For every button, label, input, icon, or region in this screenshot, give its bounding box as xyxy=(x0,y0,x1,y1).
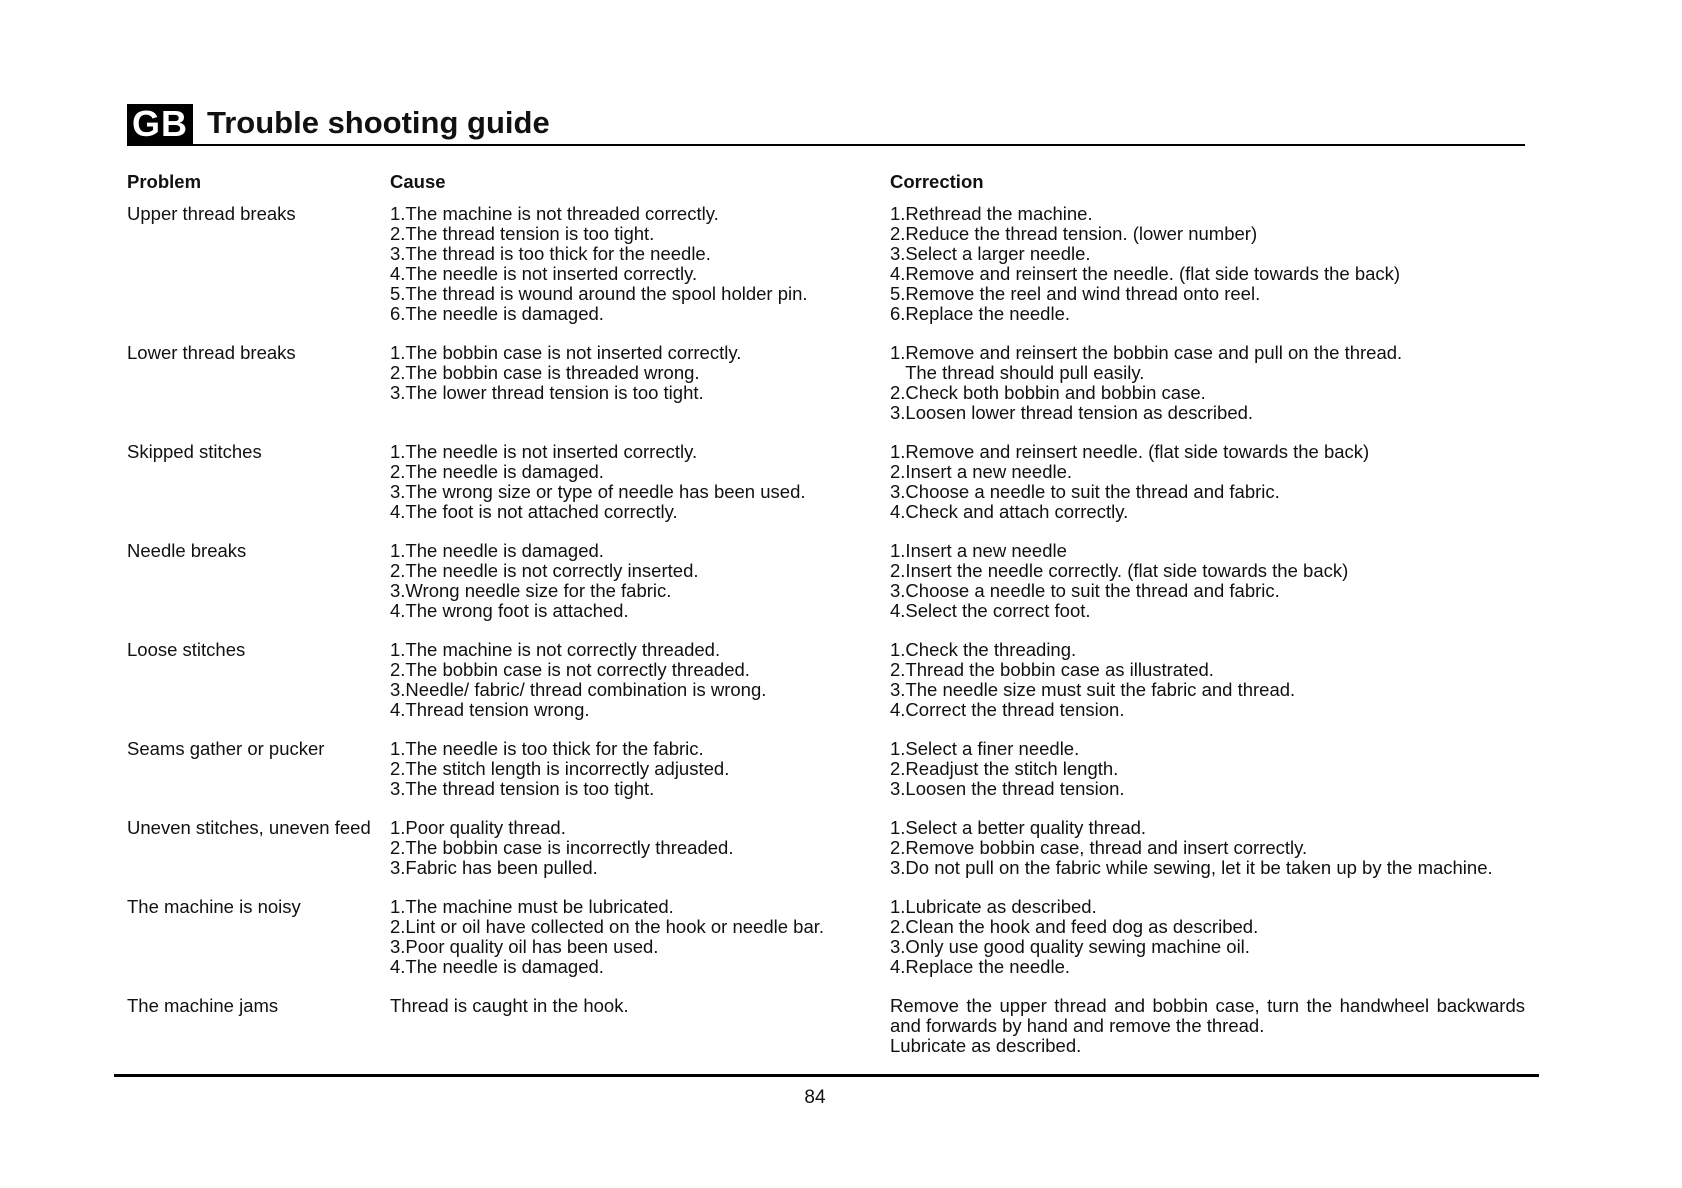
correction-line: 3.Choose a needle to suit the thread and fabric. xyxy=(890,580,1280,601)
correction-line: The thread should pull easily. xyxy=(890,362,1145,383)
correction-line: 3.Loosen the thread tension. xyxy=(890,778,1125,799)
problem-cell: Needle breaks xyxy=(127,540,247,561)
table-row xyxy=(127,204,1525,324)
correction-line: 4.Remove and reinsert the needle. (flat side towards the back) xyxy=(890,263,1401,284)
cause-line: 1.The needle is too thick for the fabric. xyxy=(390,738,704,759)
table-row xyxy=(127,996,1525,1056)
correction-line: 1.Remove and reinsert the bobbin case and pull on the thread. xyxy=(890,342,1403,363)
correction-line: 4.Check and attach correctly. xyxy=(890,501,1129,522)
table-row xyxy=(127,818,1525,878)
correction-line: 1.Insert a new needle xyxy=(890,540,1067,561)
correction-cell xyxy=(890,739,1525,799)
cause-line: 2.The bobbin case is not correctly threaded. xyxy=(390,659,750,680)
correction-line: 2.Clean the hook and feed dog as described. xyxy=(890,916,1259,937)
correction-cell xyxy=(890,204,1525,324)
cause-line: 1.The machine is not correctly threaded. xyxy=(390,639,721,660)
table-header-row xyxy=(127,172,1525,192)
correction-column-header: Correction xyxy=(890,171,984,192)
problem-cell: The machine jams xyxy=(127,995,279,1016)
cause-line: 3.The thread is too thick for the needle. xyxy=(390,243,711,264)
correction-cell xyxy=(890,343,1525,423)
cause-line: 2.The needle is damaged. xyxy=(390,461,604,482)
problem-cell: Skipped stitches xyxy=(127,441,262,462)
cause-cell xyxy=(390,343,890,403)
cause-line: 1.The needle is damaged. xyxy=(390,540,604,561)
cause-line: 3.Wrong needle size for the fabric. xyxy=(390,580,672,601)
correction-line: 2.Remove bobbin case, thread and insert correctly. xyxy=(890,837,1308,858)
cause-cell xyxy=(390,640,890,720)
cause-line: 5.The thread is wound around the spool holder pin. xyxy=(390,283,808,304)
correction-line: 1.Remove and reinsert needle. (flat side towards the back) xyxy=(890,441,1370,462)
cause-line: 2.The stitch length is incorrectly adjusted. xyxy=(390,758,730,779)
cause-line: 2.Lint or oil have collected on the hook or needle bar. xyxy=(390,916,825,937)
problem-cell: Upper thread breaks xyxy=(127,203,296,224)
cause-cell xyxy=(390,541,890,621)
correction-line: 4.Correct the thread tension. xyxy=(890,699,1125,720)
cause-cell xyxy=(390,818,890,878)
table-row xyxy=(127,541,1525,621)
cause-line: 2.The bobbin case is threaded wrong. xyxy=(390,362,700,383)
table-row xyxy=(127,897,1525,977)
correction-line: 1.Lubricate as described. xyxy=(890,896,1097,917)
cause-line: 1.The needle is not inserted correctly. xyxy=(390,441,698,462)
correction-line: 2.Insert the needle correctly. (flat side towards the back) xyxy=(890,560,1349,581)
language-badge: GB xyxy=(127,104,193,144)
correction-cell xyxy=(890,541,1525,621)
cause-line: 4.The wrong foot is attached. xyxy=(390,600,629,621)
cause-line: 1.The machine must be lubricated. xyxy=(390,896,674,917)
correction-cell xyxy=(890,442,1525,522)
problem-cell: The machine is noisy xyxy=(127,896,301,917)
correction-line: 2.Check both bobbin and bobbin case. xyxy=(890,382,1206,403)
correction-line: 3.Select a larger needle. xyxy=(890,243,1091,264)
cause-cell xyxy=(390,442,890,522)
table-body xyxy=(127,204,1525,1056)
page-number: 84 xyxy=(804,1087,826,1108)
correction-line: 1.Select a better quality thread. xyxy=(890,817,1147,838)
page-header xyxy=(127,103,1525,146)
cause-line: 2.The thread tension is too tight. xyxy=(390,223,655,244)
cause-line: 2.The needle is not correctly inserted. xyxy=(390,560,699,581)
correction-line: Remove the upper thread and bobbin case, turn the handwheel backwards and forwards by hand and remove the thread. xyxy=(890,995,1525,1036)
cause-line: 4.The needle is damaged. xyxy=(390,956,604,977)
correction-line: 3.Choose a needle to suit the thread and fabric. xyxy=(890,481,1280,502)
correction-line: 1.Rethread the machine. xyxy=(890,203,1093,224)
cause-line: 3.Poor quality oil has been used. xyxy=(390,936,659,957)
cause-line: 3.Needle/ fabric/ thread combination is wrong. xyxy=(390,679,767,700)
table-row xyxy=(127,442,1525,522)
cause-line: 3.Fabric has been pulled. xyxy=(390,857,598,878)
correction-line: 1.Check the threading. xyxy=(890,639,1077,660)
correction-cell xyxy=(890,996,1525,1056)
cause-line: 4.Thread tension wrong. xyxy=(390,699,590,720)
footer-divider xyxy=(114,1074,1539,1077)
problem-cell: Uneven stitches, uneven feed xyxy=(127,817,371,838)
correction-line: 3.The needle size must suit the fabric and thread. xyxy=(890,679,1296,700)
correction-line: 3.Do not pull on the fabric while sewing, let it be taken up by the machine. xyxy=(890,857,1493,878)
correction-line: 1.Select a finer needle. xyxy=(890,738,1080,759)
cause-line: 4.The foot is not attached correctly. xyxy=(390,501,678,522)
cause-line: 3.The wrong size or type of needle has been used. xyxy=(390,481,806,502)
correction-line: 2.Reduce the thread tension. (lower number) xyxy=(890,223,1258,244)
cause-line: 3.The lower thread tension is too tight. xyxy=(390,382,704,403)
cause-line: 6.The needle is damaged. xyxy=(390,303,604,324)
page-title: Trouble shooting guide xyxy=(207,105,550,140)
cause-cell xyxy=(390,739,890,799)
cause-column-header: Cause xyxy=(390,171,446,192)
problem-cell: Loose stitches xyxy=(127,639,246,660)
correction-line: 5.Remove the reel and wind thread onto reel. xyxy=(890,283,1261,304)
cause-line: 4.The needle is not inserted correctly. xyxy=(390,263,698,284)
cause-line: 3.The thread tension is too tight. xyxy=(390,778,655,799)
cause-line: 1.Poor quality thread. xyxy=(390,817,566,838)
cause-cell xyxy=(390,204,890,324)
correction-cell xyxy=(890,640,1525,720)
correction-line: 4.Replace the needle. xyxy=(890,956,1070,977)
correction-line: 6.Replace the needle. xyxy=(890,303,1070,324)
troubleshooting-table xyxy=(127,172,1525,1075)
correction-cell xyxy=(890,818,1525,878)
problem-cell: Seams gather or pucker xyxy=(127,738,325,759)
table-row xyxy=(127,343,1525,423)
correction-line: 2.Readjust the stitch length. xyxy=(890,758,1119,779)
correction-line: Lubricate as described. xyxy=(890,1035,1082,1056)
correction-line: 3.Only use good quality sewing machine oil. xyxy=(890,936,1250,957)
cause-line: Thread is caught in the hook. xyxy=(390,995,629,1016)
table-row xyxy=(127,640,1525,720)
correction-cell xyxy=(890,897,1525,977)
correction-line: 2.Insert a new needle. xyxy=(890,461,1073,482)
cause-line: 2.The bobbin case is incorrectly threaded. xyxy=(390,837,734,858)
cause-cell xyxy=(390,996,890,1016)
cause-cell xyxy=(390,897,890,977)
correction-line: 4.Select the correct foot. xyxy=(890,600,1091,621)
table-row xyxy=(127,739,1525,799)
problem-cell: Lower thread breaks xyxy=(127,342,296,363)
cause-line: 1.The machine is not threaded correctly. xyxy=(390,203,719,224)
cause-line: 1.The bobbin case is not inserted correctly. xyxy=(390,342,742,363)
problem-column-header: Problem xyxy=(127,171,202,192)
correction-line: 3.Loosen lower thread tension as described. xyxy=(890,402,1254,423)
correction-line: 2.Thread the bobbin case as illustrated. xyxy=(890,659,1214,680)
